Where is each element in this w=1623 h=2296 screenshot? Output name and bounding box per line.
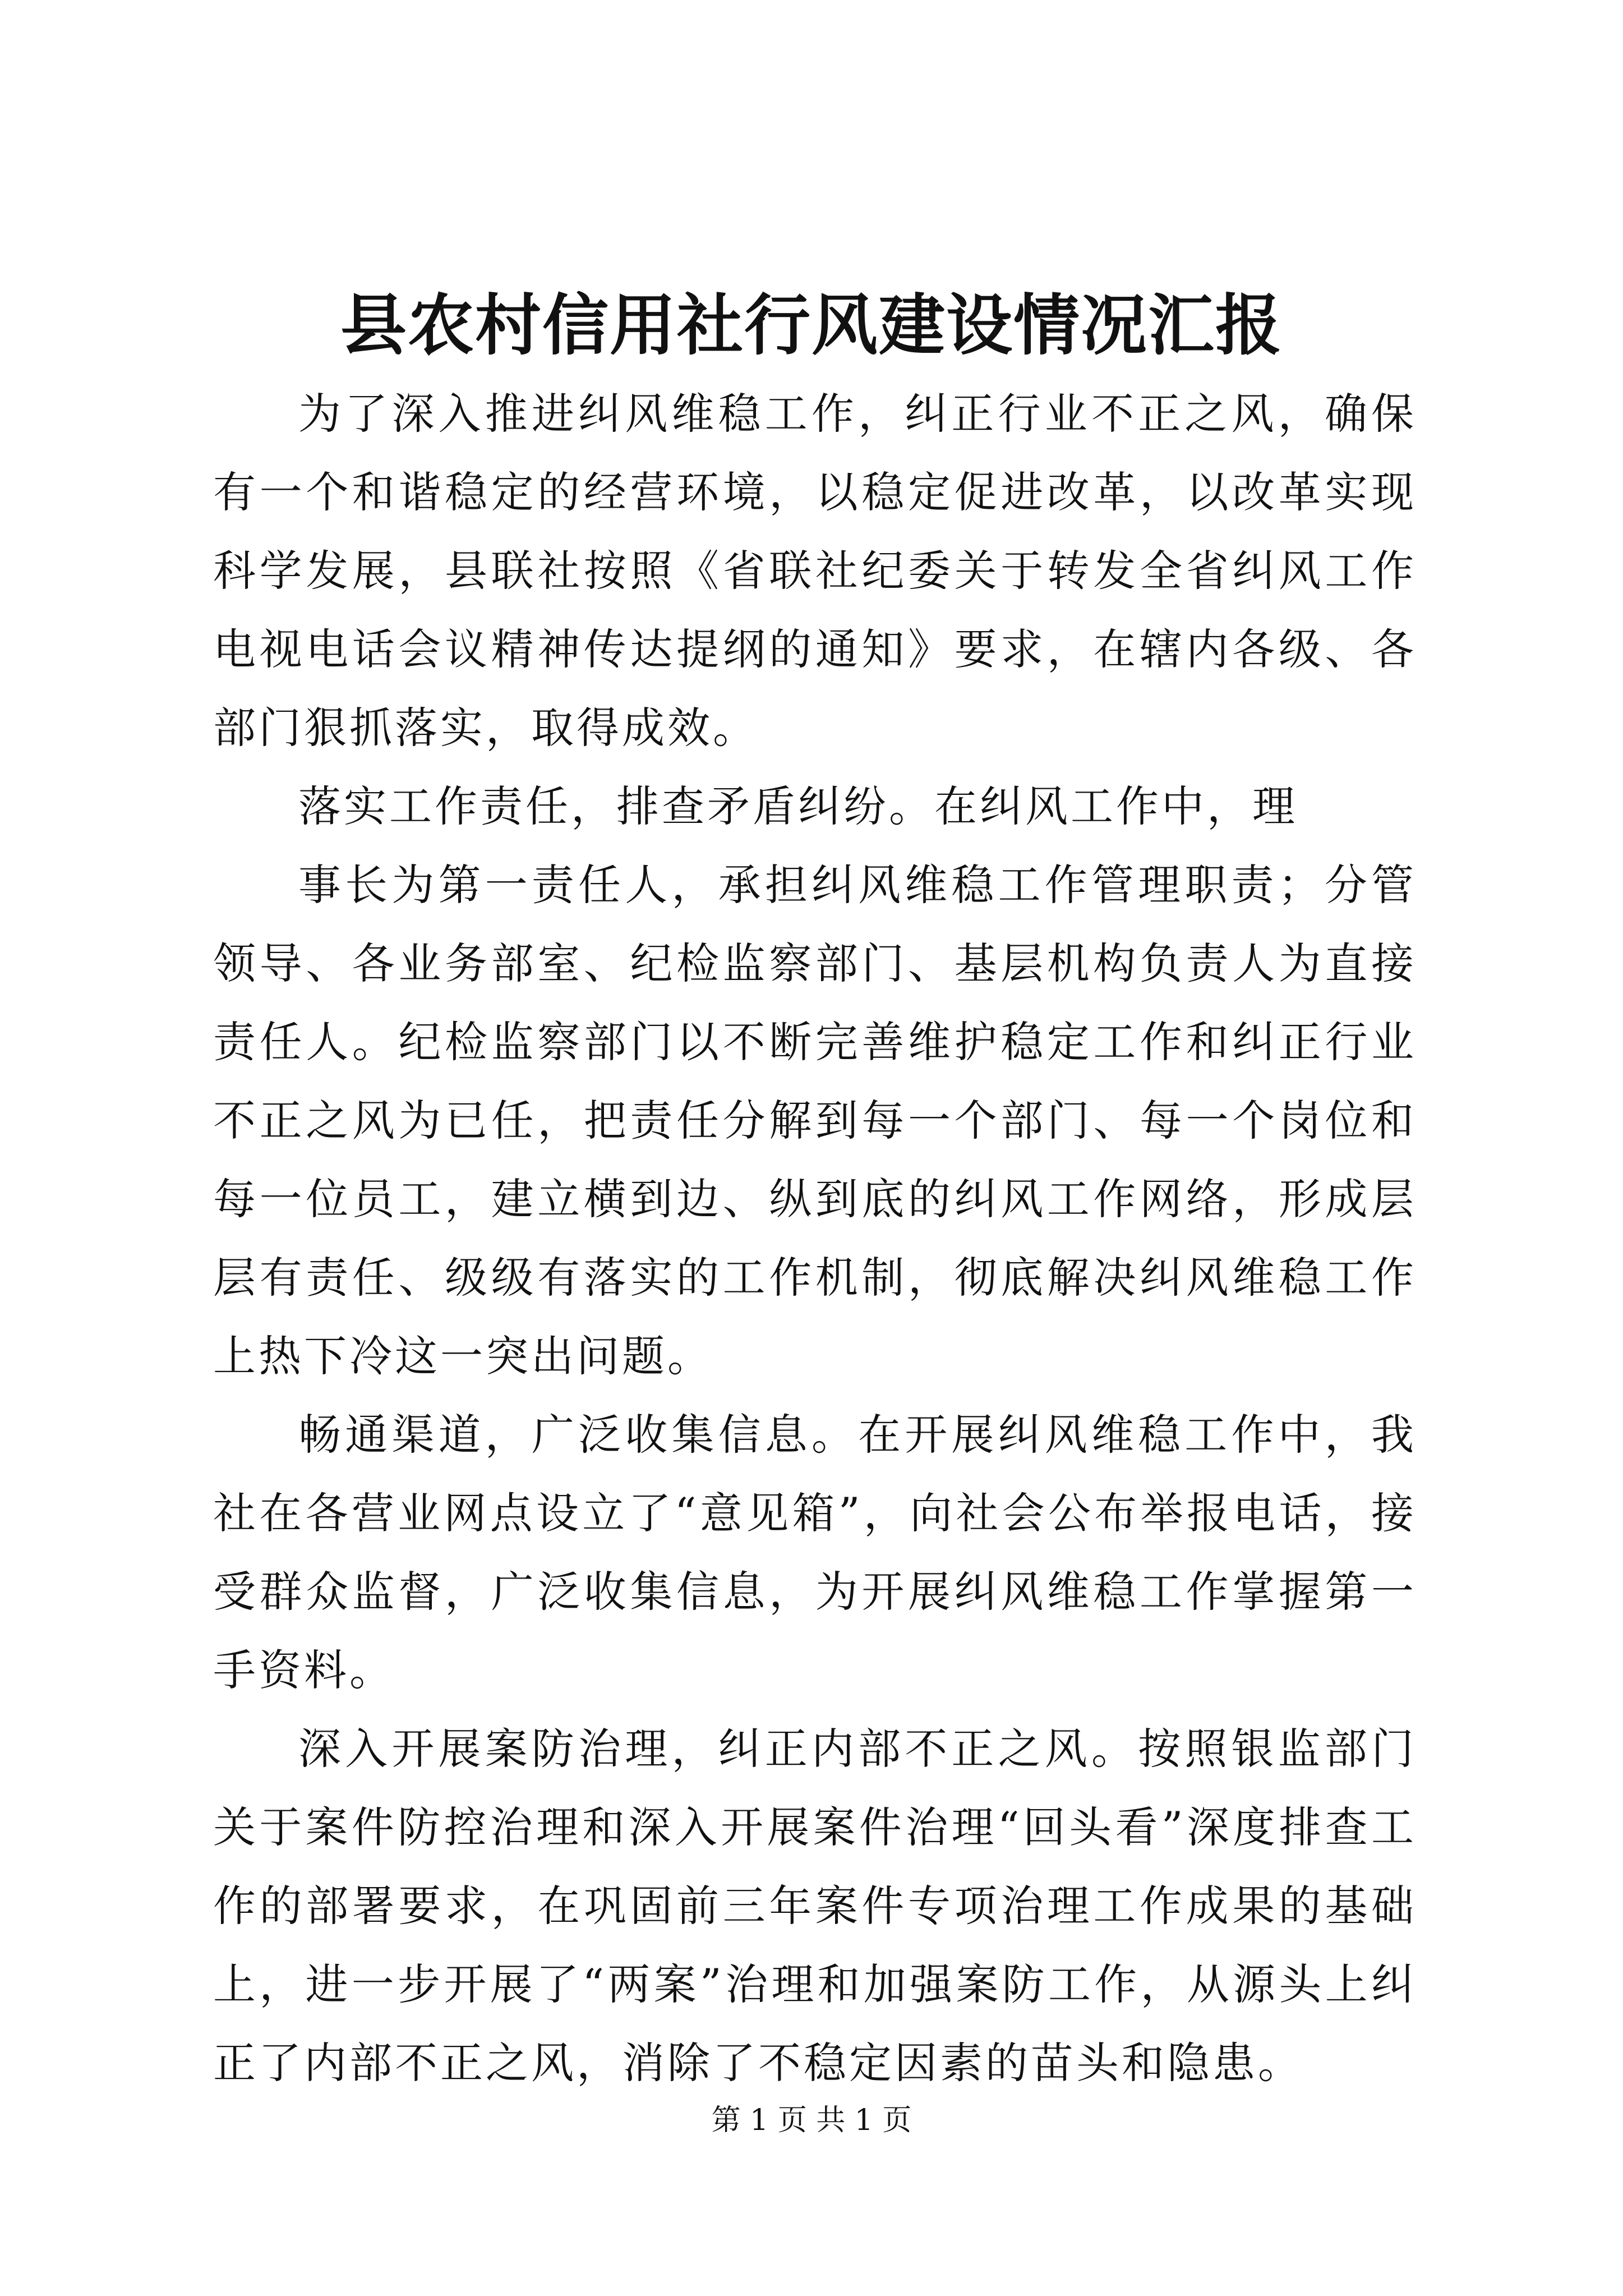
paragraph-channels: 畅通渠道，广泛收集信息。在开展纠风维稳工作中，我社在各营业网点设立了“意见箱”，向社会公布举报电话，接受群众监督，广泛收集信息，为开展纠风维稳工作掌握第一手资料。 [213,1410,1417,1695]
page-title: 县农村信用社行风建设情况汇报 [340,286,1283,364]
page-footer: 第 1 页 共 1 页 [711,2104,912,2137]
paragraph-case-prevention: 深入开展案防治理，纠正内部不正之风。按照银监部门关于案件防控治理和深入开展案件治理“回头看”深度排查工作的部署要求，在巩固前三年案件专项治理工作成果的基础上，进一步开展了“两案”治理和加强案防工作，从源头上纠正了内部不正之风，消除了不稳定因素的苗头和隐患。 [213,1724,1417,2088]
paragraph-responsibility-heading: 落实工作责任，排查矛盾纠纷。在纠风工作中，理 [298,781,1298,831]
paragraph-responsibility-body: 事长为第一责任人，承担纠风维稳工作管理职责；分管领导、各业务部室、纪检监察部门、基层机构负责人为直接责任人。纪检监察部门以不断完善维护稳定工作和纠正行业不正之风为已任，把责任分解到每一个部门、每一个岗位和每一位员工，建立横到边、纵到底的纠风工作网络，形成层层有责任、级级有落实的工作机制，彻底解决纠风维稳工作上热下冷这一突出问题。 [213,860,1417,1381]
document-body [213,375,1417,2102]
paragraph-intro: 为了深入推进纠风维稳工作，纠正行业不正之风，确保有一个和谐稳定的经营环境，以稳定促进改革，以改革实现科学发展，县联社按照《省联社纪委关于转发全省纠风工作电视电话会议精神传达提纲的通知》要求，在辖内各级、各部门狠抓落实，取得成效。 [213,389,1417,753]
